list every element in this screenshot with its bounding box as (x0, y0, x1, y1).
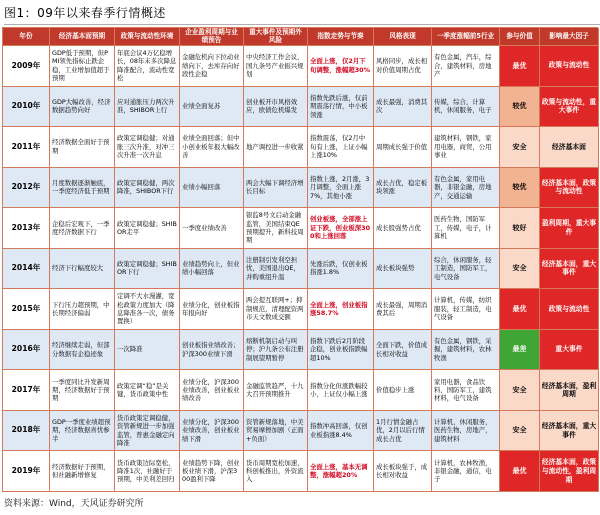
index-cell: 创业板涨，全部涨上证下跌，创业板深300和上涨回落 (308, 208, 374, 249)
rating-cell: 最优 (500, 289, 540, 330)
year-cell: 2011年 (3, 127, 50, 168)
sectors-cell: 计算机，休闲服务，医药生物，房地产，建筑材料 (432, 411, 500, 452)
style-cell: 周期成长强于价值 (374, 127, 432, 168)
rating-cell: 最优 (500, 46, 540, 87)
year-cell: 2016年 (3, 330, 50, 371)
rating-cell: 较好 (500, 208, 540, 249)
events-cell: 货币周期宽松加速，科创板推出，外资流入 (244, 451, 308, 492)
earnings-cell: 金融危机向下拉动业绩向下，去库存向好段性企稳 (180, 46, 244, 87)
style-cell: 风格同步，成长相对价值周期占优 (374, 46, 432, 87)
index-cell: 全面上涨，仅2月下旬调整，涨幅超30% (308, 46, 374, 87)
year-cell: 2014年 (3, 249, 50, 290)
factor-cell: 经济基本面，政策与流动性 (540, 168, 599, 209)
factor-cell: 经济基本面，重大事件 (540, 249, 599, 290)
economy-cell: 一季度同比升发新周期，经济数据好于预期 (50, 370, 115, 411)
index-cell: 全面上涨，基本无调整，涨幅超20% (308, 451, 374, 492)
policy-cell: 政策定调稳健；SHIBOR走平 (115, 208, 180, 249)
earnings-cell: 创业板指业绩改善；沪深300业绩下滑 (180, 330, 244, 371)
events-cell: 中央经济工作会议，国九条号产业振兴规划 (244, 46, 308, 87)
column-header: 企业盈利周期与业绩预告 (180, 28, 244, 46)
factor-cell: 经济基本面 (540, 127, 599, 168)
earnings-cell: 一季度业绩改善 (180, 208, 244, 249)
factor-cell: 经济基本面，重大事件 (540, 411, 599, 452)
earnings-cell: 业绩分化，沪深300业绩改善，创业板业绩改善 (180, 370, 244, 411)
events-cell: 两会大幅下调经济增长目标 (244, 168, 308, 209)
economy-cell: 下行压力超预期，中长期经济偏弱 (50, 289, 115, 330)
policy-cell: 一次降准 (115, 330, 180, 371)
sectors-cell: 计算机，农林牧渔，非银金融，通信，电子 (432, 451, 500, 492)
economy-cell: GDP低于预期，但PMI领先指标止跌企稳，工业增加值超于预期 (50, 46, 115, 87)
year-cell: 2010年 (3, 87, 50, 128)
events-cell: 银监8号文启动金融监管，美国结束QE预期提升，新科技周期 (244, 208, 308, 249)
index-cell: 全面上涨，创业板指涨58.7% (308, 289, 374, 330)
column-header: 风格表现 (374, 28, 432, 46)
economy-cell: 月度数据逐渐触底，一季度经济低于预期 (50, 168, 115, 209)
earnings-cell: 业绩全面复苏 (180, 87, 244, 128)
column-header: 经济基本面预期 (50, 28, 115, 46)
factor-cell: 政策与流动性 (540, 289, 599, 330)
index-cell: 指数上涨，2月涨，3月调整，全面上涨7%，其他小涨 (308, 168, 374, 209)
economy-cell: 经济下行幅度较大 (50, 249, 115, 290)
events-cell: 地产调控进一步收紧 (244, 127, 308, 168)
sectors-cell: 医药生物，国防军工，传媒，电子，计算机 (432, 208, 500, 249)
earnings-cell: 业绩全面回落；但中小创业板年报大幅改善 (180, 127, 244, 168)
style-cell: 价值稳步上涨 (374, 370, 432, 411)
sectors-cell: 建筑材料，钢铁，家用电器，商贸，公用事业 (432, 127, 500, 168)
style-cell: 成长板块强势 (374, 249, 432, 290)
sectors-cell: 传媒，综合，计算机，休闲服务，电子 (432, 87, 500, 128)
earnings-cell: 业绩分化，沪深300业绩改善，创业板业绩下滑 (180, 411, 244, 452)
earnings-cell: 业绩小幅回落 (180, 168, 244, 209)
events-cell: 熔断机制启动与叫停；沪九条公布注册制展望期暂停 (244, 330, 308, 371)
style-cell: 成长最强，周期消费其后 (374, 289, 432, 330)
style-cell: 成长股强势占优 (374, 208, 432, 249)
style-cell: 1月行情金融占优，2月以后行情成长占优 (374, 411, 432, 452)
policy-cell: 货币政策边际宽松，降准1次，社融好于预期，中美利差回归 (115, 451, 180, 492)
year-cell: 2009年 (3, 46, 50, 87)
index-cell: 指数冲高回落，仅创业板指涨8.4% (308, 411, 374, 452)
economy-cell: 经济数据好于预期，但社融新增修复 (50, 451, 115, 492)
column-header: 政策与流动性环境 (115, 28, 180, 46)
economy-cell: 企稳后宏观下，一季度经济数据下行 (50, 208, 115, 249)
rating-cell: 最差 (500, 330, 540, 371)
rating-cell: 最优 (500, 451, 540, 492)
year-cell: 2012年 (3, 168, 50, 209)
source-note: 资料来源：Wind，天风证券研究所 (4, 499, 144, 509)
style-cell: 成长板块强于，成长相对收益 (374, 451, 432, 492)
sectors-cell: 有色金属，家用电器，非银金融，房地产，交通运输 (432, 168, 500, 209)
factor-cell: 经济基本面，政策与流动性，盈利周期 (540, 451, 599, 492)
policy-cell: 货币政策定调稳健，资管新规进一步加强监管，普惠金融定向降准 (115, 411, 180, 452)
policy-cell: 政策定调稳健；SHIBOR下行 (115, 249, 180, 290)
policy-cell: 年底会议4万亿稳增长，08年末多次降息降准配合，流动性宽松 (115, 46, 180, 87)
rating-cell: 安全 (500, 127, 540, 168)
column-header: 指数走势与节奏 (308, 28, 374, 46)
earnings-cell: 业绩趋势下降，创业板业绩下滑，沪深300盈利下降 (180, 451, 244, 492)
column-header: 一季度涨幅前5行业 (432, 28, 500, 46)
earnings-cell: 业绩分化，创业板指年报向好 (180, 289, 244, 330)
factor-cell: 政策与流动性 (540, 46, 599, 87)
earnings-cell: 业绩趋势向上，但业绩小幅回落 (180, 249, 244, 290)
index-cell: 指数震荡，仅2月中旬有上涨，上证小幅上涨10% (308, 127, 374, 168)
rating-cell: 安全 (500, 249, 540, 290)
factor-cell: 重大事件 (540, 330, 599, 371)
economy-cell: GDP一季度业绩超预期，经济数据喜忧参半 (50, 411, 115, 452)
column-header: 重大事件及预期外风险 (244, 28, 308, 46)
economy-cell: 经济继续走弱，但部分数据有企稳迹象 (50, 330, 115, 371)
economy-cell: 经济数据全面好于预期 (50, 127, 115, 168)
policy-cell: 应对通胀压力两次升准，SHIBOR上行 (115, 87, 180, 128)
year-cell: 2017年 (3, 370, 50, 411)
events-cell: 注册制引发利空担忧，美国退出QE，并购重组升温 (244, 249, 308, 290)
style-cell: 成长最强，消费其次 (374, 87, 432, 128)
events-cell: 创业板开市风格效应，欧债危机爆发 (244, 87, 308, 128)
economy-cell: GDP大幅改善，经济数据趋势向好 (50, 87, 115, 128)
style-cell: 全面下跌，价值成长相对收益 (374, 330, 432, 371)
index-cell: 指数分化但涨跌幅较小，上证仅小幅上涨 (308, 370, 374, 411)
index-cell: 指数先跌后涨，仅前期震荡行情，中小板领涨 (308, 87, 374, 128)
spring-rally-table (2, 27, 598, 492)
year-cell: 2019年 (3, 451, 50, 492)
index-cell: 先涨后跌，仅创业板指涨1.8% (308, 249, 374, 290)
policy-cell: 政策定调稳健；对通胀三次升准，对冲三次升准一次升息 (115, 127, 180, 168)
policy-cell: 定调不大水漫灌，宽松政策力度加大（降息降准各一次，债务置换） (115, 289, 180, 330)
events-cell: 两会提互联网+；抑制规范，清理配资两市天文数成交额 (244, 289, 308, 330)
figure-title: 图1：09年以来春季行情概述 (4, 3, 166, 23)
column-header: 参与价值 (500, 28, 540, 46)
factor-cell: 政策与流动性，重大事件 (540, 87, 599, 128)
rating-cell: 较优 (500, 168, 540, 209)
sectors-cell: 综合，休闲服务，轻工制造，国防军工，电气设备 (432, 249, 500, 290)
sectors-cell: 有色金属，钢铁，采掘，建筑材料，农林牧渔 (432, 330, 500, 371)
year-cell: 2015年 (3, 289, 50, 330)
factor-cell: 经济基本面，盈利周期 (540, 370, 599, 411)
rating-cell: 安全 (500, 370, 540, 411)
events-cell: 资管新规落地，中美贸易摩擦加剧（正面+负面） (244, 411, 308, 452)
factor-cell: 盈利周期，重大事件 (540, 208, 599, 249)
sectors-cell: 家用电器，食品饮料，国防军工，建筑材料，电气设备 (432, 370, 500, 411)
index-cell: 指数下跌后2月阶段企稳，创业板指跌幅超10% (308, 330, 374, 371)
style-cell: 成长占优，稳定板块领涨 (374, 168, 432, 209)
year-cell: 2013年 (3, 208, 50, 249)
policy-cell: 政策定调“稳”是关键，货币政策中性 (115, 370, 180, 411)
year-cell: 2018年 (3, 411, 50, 452)
column-header: 年份 (3, 28, 50, 46)
column-header: 影响最大因子 (540, 28, 599, 46)
rating-cell: 较优 (500, 87, 540, 128)
sectors-cell: 有色金属，汽车，综合，建筑材料，房地产 (432, 46, 500, 87)
rating-cell: 安全 (500, 411, 540, 452)
events-cell: 金融监管趋严，十九大召开预期推升 (244, 370, 308, 411)
sectors-cell: 计算机，传媒，纺织服装，轻工制造，电气设备 (432, 289, 500, 330)
policy-cell: 政策定调稳健，两次降准，SHIBOR下行 (115, 168, 180, 209)
